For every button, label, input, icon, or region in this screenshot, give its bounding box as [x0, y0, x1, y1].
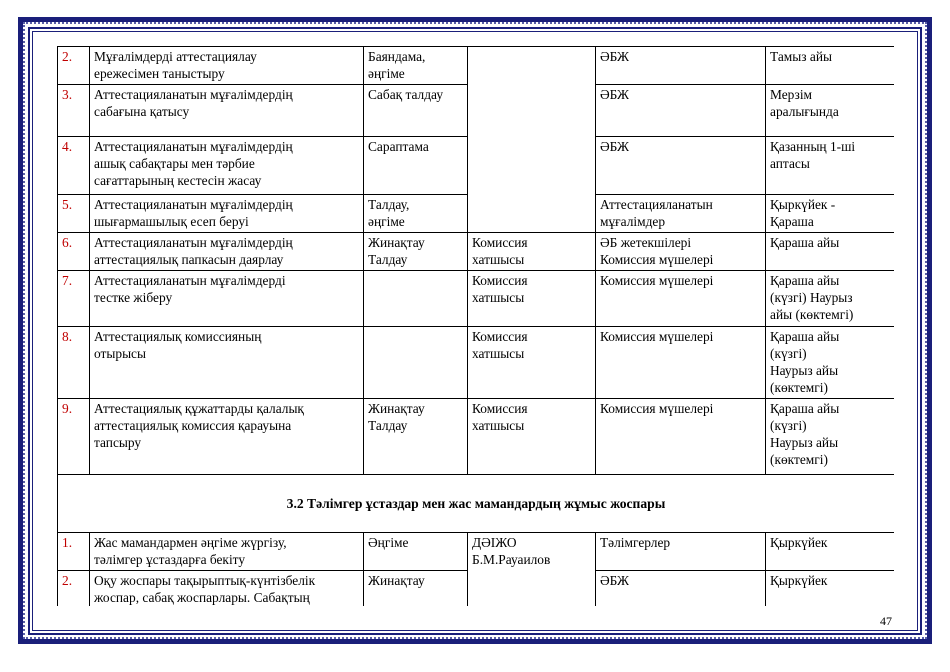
participants-cell: [596, 399, 766, 475]
form-cell: [364, 399, 468, 475]
activity-cell-line: сағаттарының кестесін жасау: [94, 173, 262, 188]
row-number: 9.: [58, 399, 90, 475]
activity-cell: [90, 47, 364, 85]
time-cell-line: Қараша айы: [770, 329, 840, 344]
activity-cell-line: жоспар, сабақ жоспарлары. Сабақтың: [94, 590, 310, 605]
time-cell-line: аралығында: [770, 104, 839, 119]
activity-cell: [90, 399, 364, 475]
time-cell: [766, 195, 895, 233]
time-cell: [766, 271, 895, 327]
row-number: 5.: [58, 195, 90, 233]
row-number: 3.: [58, 85, 90, 137]
participants-cell: [596, 85, 766, 137]
form-cell: [364, 233, 468, 271]
responsible-cell-line: хатшысы: [472, 290, 525, 305]
form-cell: [364, 47, 468, 85]
time-cell: [766, 47, 895, 85]
time-cell: [766, 399, 895, 475]
participants-cell-line: Комиссия мүшелері: [600, 401, 714, 416]
time-cell-line: (күзгі): [770, 346, 807, 361]
form-cell-line: Әңгіме: [368, 535, 409, 550]
form-cell-line: Жинақтау: [368, 235, 425, 250]
time-cell-line: аптасы: [770, 156, 810, 171]
time-cell: [766, 533, 895, 571]
activity-cell-line: Аттестацияланатын мұғалімдердің: [94, 87, 293, 102]
time-cell-line: (көктемгі): [770, 452, 828, 467]
table-row: [58, 327, 895, 399]
table-row: [58, 47, 895, 85]
section-title: 3.2 Тәлімгер ұстаздар мен жас мамандардың жұмыс жоспары: [58, 475, 895, 533]
form-cell: [364, 271, 468, 327]
participants-cell: [596, 233, 766, 271]
responsible-cell: [468, 399, 596, 475]
page-number: 47: [880, 614, 892, 628]
responsible-cell-line: ДӘІЖО: [472, 535, 517, 550]
activity-cell-line: шығармашылық есеп беруі: [94, 214, 249, 229]
participants-cell-line: ӘБЖ: [600, 87, 630, 102]
activity-cell: [90, 571, 364, 607]
responsible-cell-line: Комиссия: [472, 273, 528, 288]
responsible-cell: [468, 271, 596, 327]
activity-cell-line: Аттестацияланатын мұғалімдердің: [94, 197, 293, 212]
participants-cell: [596, 137, 766, 195]
participants-cell-line: ӘБЖ: [600, 573, 630, 588]
time-cell-line: Қыркүйек: [770, 535, 828, 550]
activity-cell-line: Аттестацияланатын мұғалімдерді: [94, 273, 286, 288]
participants-cell-line: Комиссия мүшелері: [600, 329, 714, 344]
activity-cell-line: тәлімгер ұстаздарға бекіту: [94, 552, 246, 567]
activity-cell-line: Аттестацияланатын мұғалімдердің: [94, 139, 293, 154]
table-row: [58, 533, 895, 571]
table-row: [58, 233, 895, 271]
table-row: [58, 271, 895, 327]
participants-cell: [596, 271, 766, 327]
form-cell: [364, 85, 468, 137]
form-cell: [364, 137, 468, 195]
responsible-cell-line: Комиссия: [472, 235, 528, 250]
participants-cell: [596, 533, 766, 571]
responsible-cell-line: хатшысы: [472, 418, 525, 433]
responsible-cell: [468, 233, 596, 271]
time-cell-line: Қараша айы: [770, 273, 840, 288]
activity-cell: [90, 327, 364, 399]
form-cell-line: Сараптама: [368, 139, 429, 154]
row-number: 1.: [58, 533, 90, 571]
participants-cell: [596, 195, 766, 233]
activity-cell-line: Жас мамандармен әңгіме жүргізу,: [94, 535, 287, 550]
time-cell-line: (көктемгі): [770, 380, 828, 395]
participants-cell-line: ӘБ жетекшілері: [600, 235, 692, 250]
form-cell: [364, 195, 468, 233]
time-cell-line: айы (көктемгі): [770, 307, 854, 322]
time-cell-line: Қараша: [770, 214, 814, 229]
time-cell-line: Қараша айы: [770, 401, 840, 416]
form-cell: [364, 571, 468, 607]
form-cell-line: Жинақтау: [368, 401, 425, 416]
plan-table: [57, 46, 894, 606]
time-cell-line: Наурыз айы: [770, 363, 839, 378]
time-cell-line: Мерзім: [770, 87, 813, 102]
row-number: 2.: [58, 47, 90, 85]
plan-table-container: [57, 46, 894, 606]
activity-cell-line: сабағына қатысу: [94, 104, 190, 119]
row-number: 7.: [58, 271, 90, 327]
responsible-cell: [468, 327, 596, 399]
time-cell: [766, 571, 895, 607]
time-cell: [766, 85, 895, 137]
table-row: [58, 399, 895, 475]
responsible-cell-line: Комиссия: [472, 401, 528, 416]
activity-cell: [90, 85, 364, 137]
time-cell-line: Тамыз айы: [770, 49, 833, 64]
activity-cell-line: Мұғалімдерді аттестациялау: [94, 49, 257, 64]
form-cell-line: Сабақ талдау: [368, 87, 444, 102]
participants-cell: [596, 327, 766, 399]
activity-cell: [90, 233, 364, 271]
activity-cell-line: отырысы: [94, 346, 146, 361]
form-cell-line: Талдау: [368, 252, 408, 267]
responsible-cell: [468, 533, 596, 607]
activity-cell: [90, 137, 364, 195]
form-cell-line: Талдау: [368, 418, 408, 433]
responsible-cell-line: хатшысы: [472, 252, 525, 267]
section-row: [58, 475, 895, 533]
time-cell-line: Қазанның 1-ші: [770, 139, 856, 154]
activity-cell-line: ережесімен таныстыру: [94, 66, 225, 81]
participants-cell-line: мұғалімдер: [600, 214, 666, 229]
activity-cell: [90, 195, 364, 233]
participants-cell-line: Аттестацияланатын: [600, 197, 713, 212]
time-cell-line: (күзгі) Наурыз: [770, 290, 853, 305]
responsible-cell-line: хатшысы: [472, 346, 525, 361]
time-cell-line: Наурыз айы: [770, 435, 839, 450]
row-number: 8.: [58, 327, 90, 399]
time-cell-line: (күзгі): [770, 418, 807, 433]
row-number: 4.: [58, 137, 90, 195]
time-cell: [766, 233, 895, 271]
form-cell-line: Жинақтау: [368, 573, 425, 588]
time-cell: [766, 137, 895, 195]
time-cell-line: Қыркүйек: [770, 573, 828, 588]
activity-cell: [90, 533, 364, 571]
participants-cell-line: Комиссия мүшелері: [600, 252, 714, 267]
activity-cell-line: аттестациялық комиссия қарауына: [94, 418, 292, 433]
time-cell-line: Қараша айы: [770, 235, 840, 250]
form-cell: [364, 327, 468, 399]
activity-cell-line: Аттестациялық құжаттарды қалалық: [94, 401, 304, 416]
activity-cell-line: Аттестацияланатын мұғалімдердің: [94, 235, 293, 250]
time-cell: [766, 327, 895, 399]
form-cell-line: әңгіме: [368, 214, 405, 229]
activity-cell-line: Аттестациялық комиссияның: [94, 329, 262, 344]
responsible-cell-line: Комиссия: [472, 329, 528, 344]
form-cell-line: Талдау,: [368, 197, 410, 212]
activity-cell-line: тестке жіберу: [94, 290, 173, 305]
participants-cell-line: ӘБЖ: [600, 49, 630, 64]
activity-cell-line: аттестациялық папкасын даярлау: [94, 252, 284, 267]
form-cell-line: әңгіме: [368, 66, 405, 81]
participants-cell-line: Комиссия мүшелері: [600, 273, 714, 288]
responsible-cell: [468, 47, 596, 233]
activity-cell-line: тапсыру: [94, 435, 142, 450]
activity-cell: [90, 271, 364, 327]
participants-cell: [596, 571, 766, 607]
participants-cell: [596, 47, 766, 85]
activity-cell-line: Оқу жоспары тақырыптық-күнтізбелік: [94, 573, 316, 588]
row-number: 6.: [58, 233, 90, 271]
participants-cell-line: ӘБЖ: [600, 139, 630, 154]
responsible-cell-line: Б.М.Рауаилов: [472, 552, 551, 567]
participants-cell-line: Тәлімгерлер: [600, 535, 671, 550]
form-cell-line: Баяндама,: [368, 49, 426, 64]
form-cell: [364, 533, 468, 571]
activity-cell-line: ашық сабақтары мен тәрбие: [94, 156, 255, 171]
time-cell-line: Қыркүйек -: [770, 197, 836, 212]
row-number: 2.: [58, 571, 90, 607]
